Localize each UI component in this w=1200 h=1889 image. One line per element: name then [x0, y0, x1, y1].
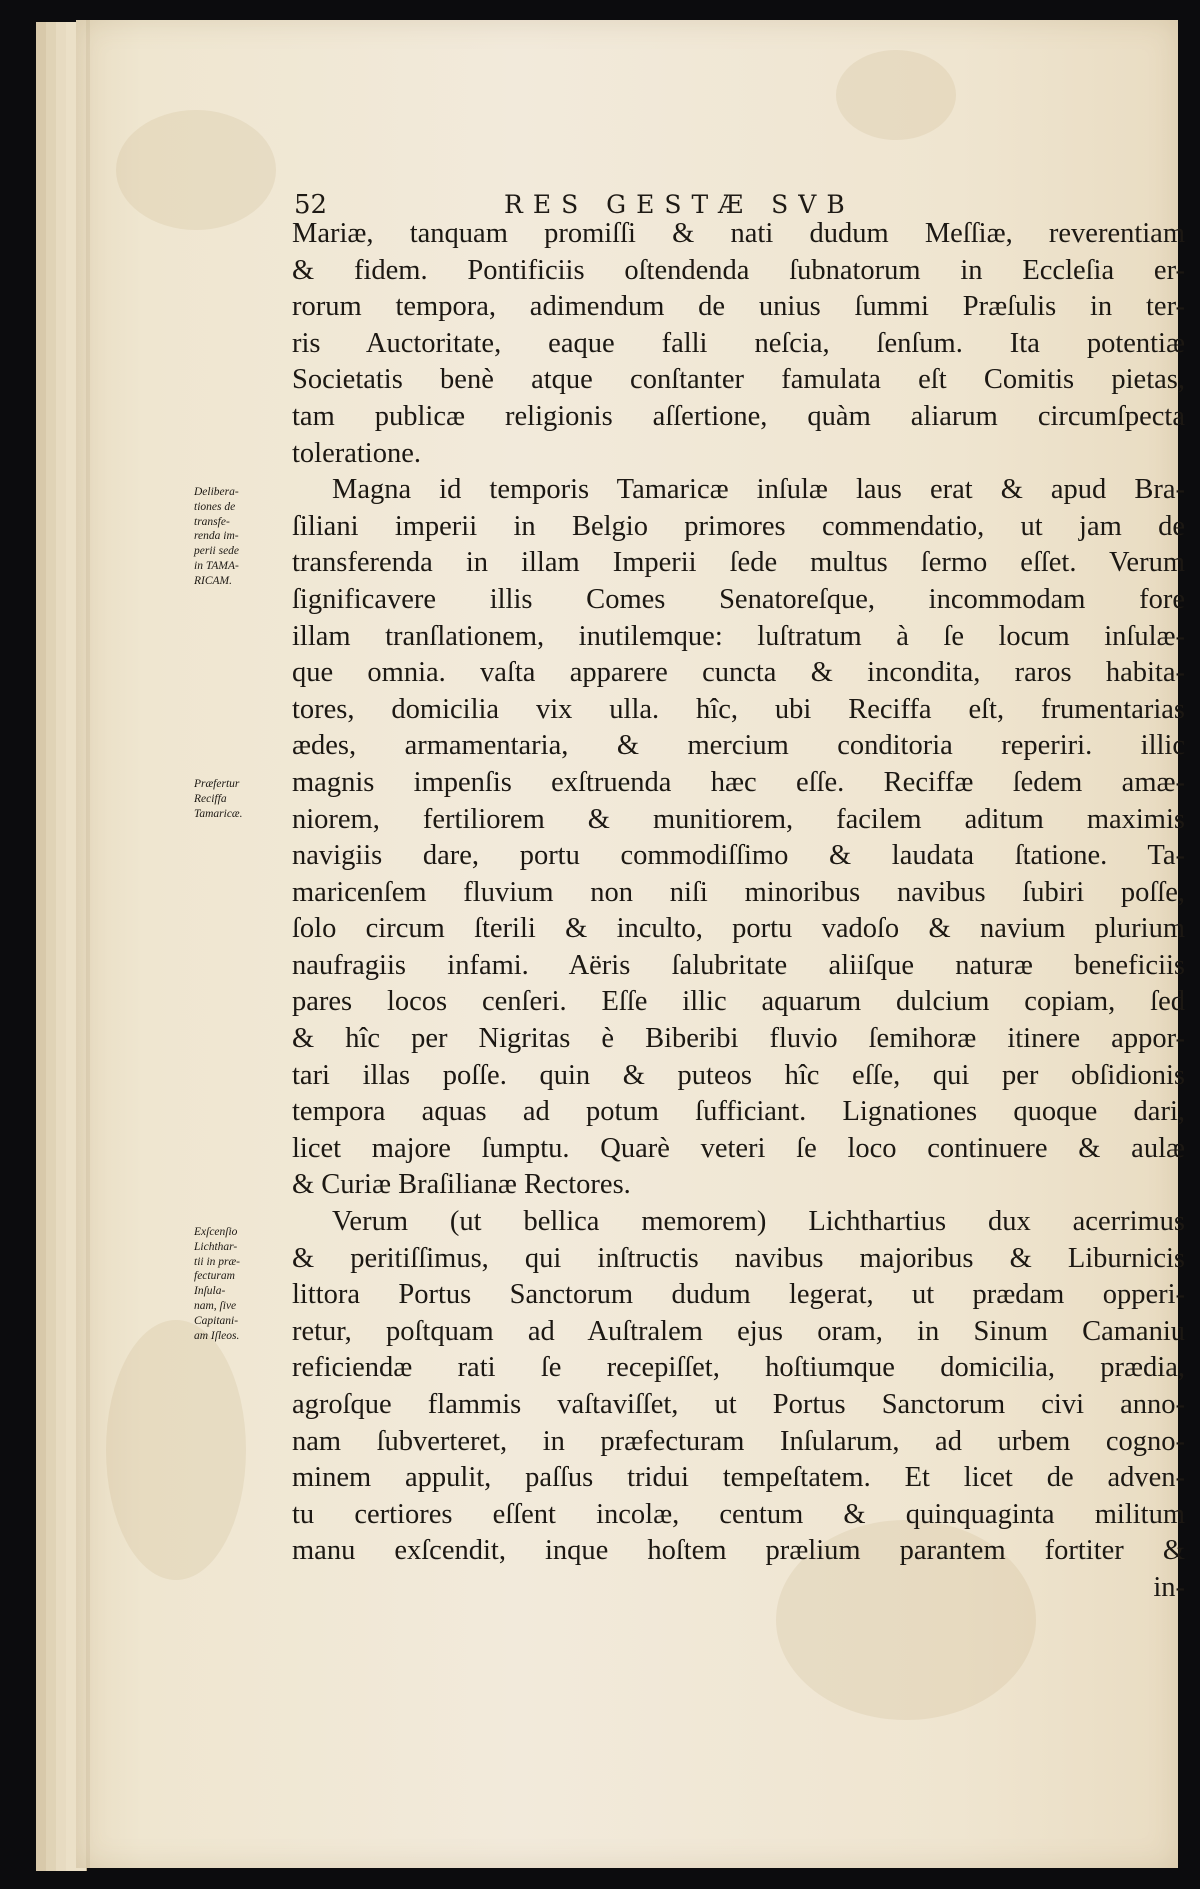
text-line: tores, domicilia vix ulla. hîc, ubi Reciffa eſt, frumentarias [292, 693, 1185, 725]
text-line: illam tranſlationem, inutilemque: luſtratum à ſe locum inſulæ- [292, 620, 1185, 652]
text-line: tam publicæ religionis aſſertione, quàm aliarum circumſpecta [292, 400, 1185, 432]
text-line: rorum tempora, adimendum de unius ſummi Præſulis in ter- [292, 291, 1185, 323]
catchword: in- [1153, 1571, 1185, 1603]
text-line: ris Auctoritate, eaque falli neſcia, ſenſum. Ita potentiæ [292, 327, 1185, 359]
body-text [292, 216, 1185, 1607]
text-line: niorem, fertiliorem & munitiorem, facilem aditum maximis [292, 803, 1185, 835]
text-line: naufragiis infami. Aëris ſalubritate aliiſque naturæ beneficiis [292, 949, 1185, 981]
text-line: reficiendæ rati ſe recepiſſet, hoſtiumque domicilia, prædia, [292, 1352, 1185, 1384]
text-line: littora Portus Sanctorum dudum legerat, ut prædam opperi- [292, 1279, 1185, 1311]
paper-stain [106, 1320, 246, 1580]
text-line: & peritiſſimus, qui inſtructis navibus majoribus & Liburnicis [292, 1242, 1185, 1274]
text-line: pares locos cenſeri. Eſſe illic aquarum dulcium copiam, ſed [292, 986, 1185, 1018]
text-line: manu exſcendit, inque hoſtem prælium parantem fortiter & [292, 1535, 1185, 1567]
text-line: navigiis dare, portu commodiſſimo & laudata ſtatione. Ta- [292, 840, 1185, 872]
text-line: tu certiores eſſent incolæ, centum & quinquaginta militum [292, 1498, 1185, 1530]
text-line: & hîc per Nigritas è Biberibi fluvio ſemihoræ itinere appor- [292, 1023, 1185, 1055]
text-line: & fidem. Pontificiis oſtendenda ſubnatorum in Eccleſia er- [292, 254, 1185, 286]
text-line: Societatis benè atque conſtanter famulata eſt Comitis pietas, [292, 364, 1185, 396]
text-line: transferenda in illam Imperii ſede multus ſermo eſſet. Verum [292, 547, 1185, 579]
margin-note: Delibera- tiones de transfe- renda im- perii sede in TAMA- RICAM. [194, 486, 240, 587]
text-line: ſolo circum ſterili & inculto, portu vadoſo & navium plurium [292, 913, 1185, 945]
paper-stain [836, 50, 956, 140]
text-line: ſiliani imperii in Belgio primores commendatio, ut jam de [292, 510, 1185, 542]
text-line: nam ſubverteret, in præfecturam Inſularum, ad urbem cogno- [292, 1425, 1185, 1457]
text-line: & Curiæ Braſilianæ Rectores. [292, 1169, 631, 1201]
text-line: tempora aquas ad potum ſufficiant. Lignationes quoque dari, [292, 1096, 1185, 1128]
text-line: magnis impenſis exſtruenda hæc eſſe. Reciffæ ſedem amæ- [292, 766, 1185, 798]
text-line: retur, poſtquam ad Auſtralem ejus oram, in Sinum Camaniu [292, 1315, 1185, 1347]
page-sheet [76, 20, 1185, 1868]
margin-note: Præfertur Reciffa Tamaricæ. [194, 778, 243, 820]
text-line: minem appulit, paſſus tridui tempeſtatem. Et licet de adven- [292, 1462, 1185, 1494]
gutter-shadow [86, 20, 90, 1868]
text-line: que omnia. vaſta apparere cuncta & incondita, raros habita- [292, 657, 1185, 689]
text-line: ædes, armamentaria, & mercium conditoria reperiri. illic [292, 730, 1185, 762]
text-line: ſignificavere illis Comes Senatoreſque, incommodam fore [292, 583, 1185, 615]
text-line: Mariæ, tanquam promiſſi & nati dudum Meſſiæ, reverentiam [292, 218, 1185, 249]
text-line: maricenſem fluvium non niſi minoribus navibus ſubiri poſſe, [292, 876, 1185, 908]
text-line: Verum (ut bellica memorem) Lichthartius dux acerrimus [332, 1206, 1185, 1238]
running-head: RES GESTÆ SVB [504, 190, 855, 219]
text-line: toleratione. [292, 437, 421, 469]
text-line: licet majore ſumptu. Quarè veteri ſe loco continuere & aulæ [292, 1132, 1185, 1164]
text-line: Magna id temporis Tamaricæ inſulæ laus erat & apud Bra- [332, 474, 1185, 506]
text-line: tari illas poſſe. quin & puteos hîc eſſe, qui per obſidionis [292, 1059, 1185, 1091]
margin-note: Exſcenſio Lichthar- tii in præ- fecturam Inſula- nam, ſive Capitani- am Iſleos. [194, 1226, 241, 1342]
page-number: 52 [294, 190, 328, 220]
text-line: agroſque flammis vaſtaviſſet, ut Portus Sanctorum civi anno- [292, 1389, 1185, 1420]
